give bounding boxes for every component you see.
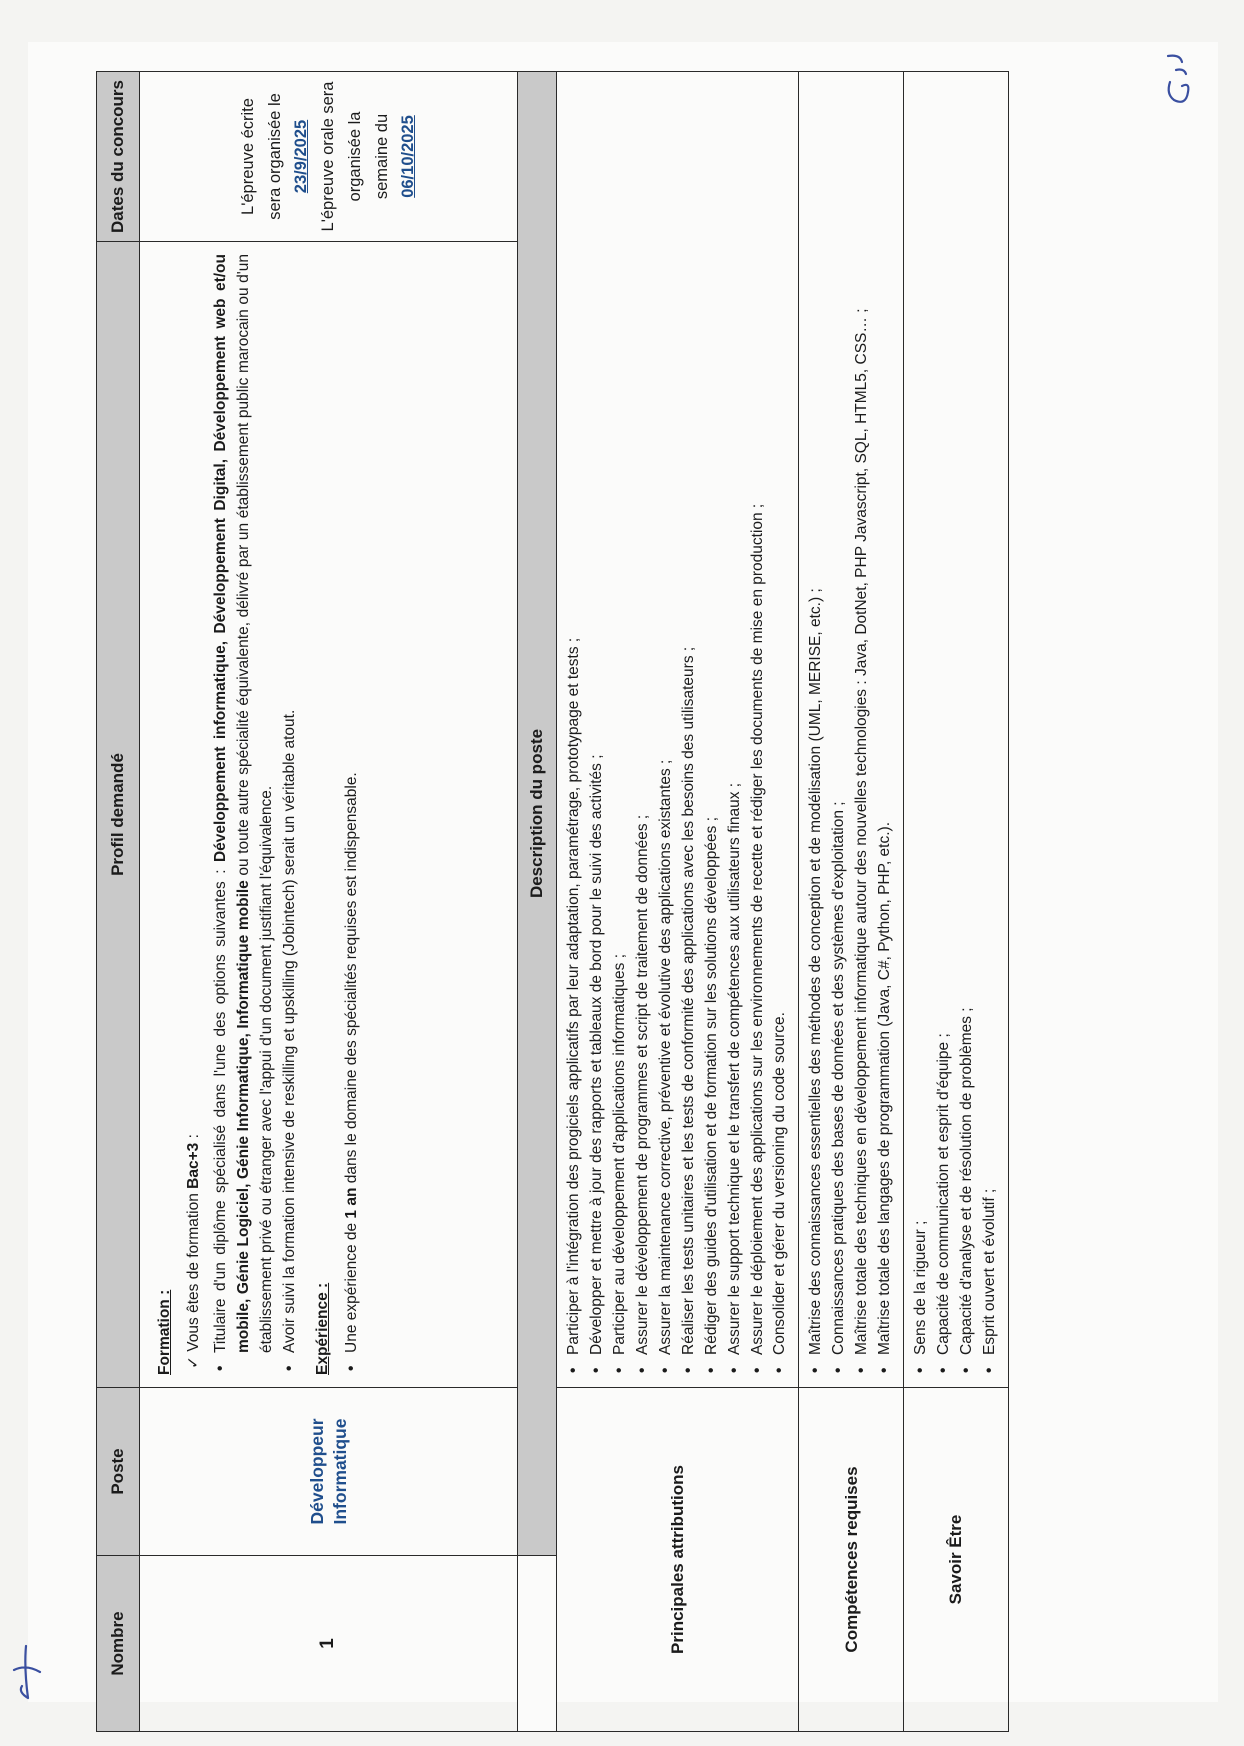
experience-list bbox=[341, 254, 364, 1375]
attributions-row bbox=[557, 72, 799, 1732]
list-item: • Une expérience de 1 an dans le domaine des spécialités requises est indispensable. bbox=[341, 254, 364, 1353]
written-exam-text: L'épreuve écrite sera organisée le bbox=[238, 93, 284, 220]
header-poste: Poste bbox=[97, 1388, 140, 1556]
profil-cell bbox=[140, 242, 518, 1388]
oral-exam-date: 06/10/2025 bbox=[399, 115, 418, 198]
savoir-etre-row bbox=[904, 72, 1009, 1732]
list-item: • Participer à l'intégration des progiciels applicatifs par leur adaptation, paramétrage, prototypage et tests ; bbox=[563, 82, 586, 1355]
signature-mark-icon bbox=[8, 1642, 44, 1702]
list-item: • Capacité d'analyse et de résolution de problèmes ; bbox=[956, 82, 979, 1355]
list-item: • Connaissances pratiques des bases de données et des systèmes d'exploitation ; bbox=[828, 82, 851, 1355]
list-item: • Capacité de communication et esprit d'équipe ; bbox=[933, 82, 956, 1355]
formation-list bbox=[210, 254, 302, 1375]
nombre-value: 1 bbox=[140, 1556, 518, 1732]
check-icon: ✓ bbox=[184, 1356, 202, 1369]
list-item: • Sens de la rigueur ; bbox=[910, 82, 933, 1355]
dates-cell bbox=[140, 72, 518, 242]
header-profil: Profil demandé bbox=[97, 242, 140, 1388]
list-item: • Titulaire d'un diplôme spécialisé dans l'une des options suivantes : Développement informatique, Développement Digital, Développement web et/ou mobile, Génie Logiciel, Génie Informatique, Informatique mobile ou toute autre spécialité équivalente, délivré par un établissement public marocain ou d'un établissement privé ou étranger avec l'appui d'un document justifiant l'équivalence. bbox=[210, 254, 279, 1353]
list-item: • Réaliser les tests unitaires et les tests de conformité des applications avec les besoins des utilisateurs ; bbox=[678, 82, 701, 1355]
competences-row bbox=[799, 72, 904, 1732]
rotated-sheet bbox=[96, 32, 1244, 1732]
competences-label: Compétences requises bbox=[799, 1388, 904, 1732]
savoir-etre-list bbox=[910, 82, 1002, 1377]
formation-level: ✓ Vous êtes de formation Bac+3 : bbox=[184, 1134, 202, 1369]
formation-label: Formation : bbox=[156, 1289, 173, 1375]
competences-cell bbox=[799, 72, 904, 1388]
list-item: • Assurer la maintenance corrective, préventive et évolutive des applications existantes ; bbox=[655, 82, 678, 1355]
formation-level-bold: Bac+3 bbox=[184, 1142, 202, 1189]
list-item: • Assurer le développement de programmes et script de traitement de données ; bbox=[632, 82, 655, 1355]
description-title: Description du poste bbox=[518, 72, 557, 1556]
oral-exam-text: L'épreuve orale sera organisée la semaine du bbox=[319, 81, 391, 232]
attributions-list bbox=[563, 82, 792, 1377]
list-item: • Avoir suivi la formation intensive de reskilling et upskilling (Jobintech) serait un véritable atout. bbox=[279, 254, 302, 1353]
poste-value: Développeur Informatique bbox=[140, 1388, 518, 1556]
attributions-label: Principales attributions bbox=[557, 1388, 799, 1732]
description-title-row bbox=[518, 72, 557, 1732]
list-item: • Consolider et gérer du versioning du code source. bbox=[769, 82, 792, 1355]
list-item: • Rédiger des guides d'utilisation et de formation sur les solutions développées ; bbox=[701, 82, 724, 1355]
empty-cell bbox=[518, 1556, 557, 1732]
header-nombre: Nombre bbox=[97, 1556, 140, 1732]
list-item: • Esprit ouvert et évolutif ; bbox=[979, 82, 1002, 1355]
header-dates: Dates du concours bbox=[97, 72, 140, 242]
options-bold: Développement informatique, Développement Digital, Développement web et/ou mobile, Génie Logiciel, Génie Informatique, Informatique mobile bbox=[211, 254, 252, 1353]
recruitment-table bbox=[96, 71, 1009, 1732]
scanned-page bbox=[28, 42, 1218, 1702]
competences-list bbox=[805, 82, 897, 1377]
initial-mark-icon bbox=[1162, 52, 1194, 114]
experience-label: Expérience : bbox=[313, 1282, 331, 1375]
list-item: • Développer et mettre à jour des rapports et tableaux de bord pour le suivi des activités ; bbox=[586, 82, 609, 1355]
list-item: • Maîtrise totale des techniques en développement informatique autour des nouvelles technologies : Java, DotNet, PHP Javascript, SQL, HTML5, CSS… ; bbox=[851, 82, 874, 1355]
list-item: • Maîtrise des connaissances essentielles des méthodes de conception et de modélisation (UML, MERISE, etc.) ; bbox=[805, 82, 828, 1355]
list-item: • Assurer le support technique et le transfert de compétences aux utilisateurs finaux ; bbox=[724, 82, 747, 1355]
savoir-etre-cell bbox=[904, 72, 1009, 1388]
list-item: • Participer au développement d'applications informatiques ; bbox=[609, 82, 632, 1355]
header-row bbox=[97, 72, 140, 1732]
savoir-etre-label: Savoir Être bbox=[904, 1388, 1009, 1732]
experience-duration: 1 an bbox=[342, 1187, 360, 1219]
list-item: • Assurer le déploiement des applications sur les environnements de recette et rédiger les documents de mise en production ; bbox=[747, 82, 770, 1355]
written-exam-date: 23/9/2025 bbox=[292, 119, 311, 194]
main-row bbox=[140, 72, 518, 1732]
list-item: • Maîtrise totale des langages de programmation (Java, C#, Python, PHP, etc.). bbox=[874, 82, 897, 1355]
attributions-cell bbox=[557, 72, 799, 1388]
